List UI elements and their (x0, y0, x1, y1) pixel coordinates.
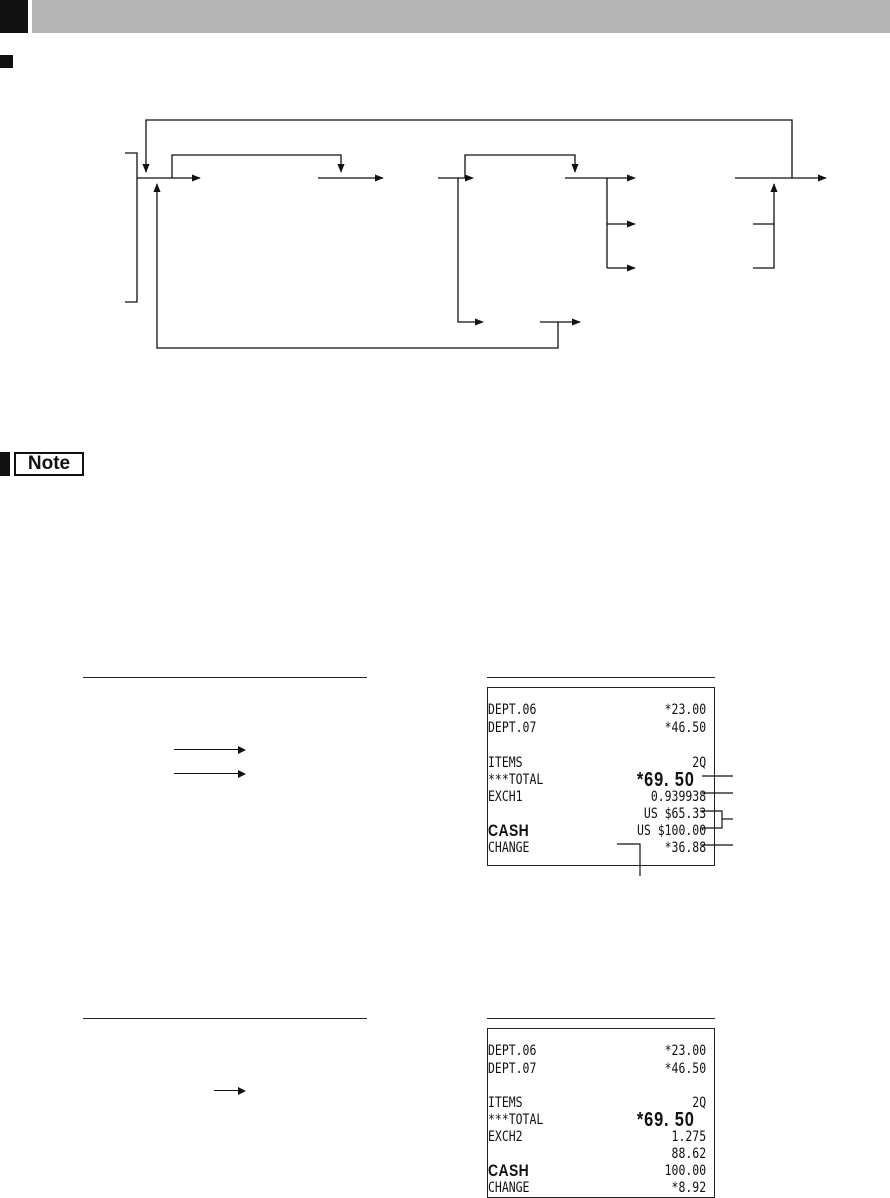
merge-line (753, 184, 774, 224)
receipt-row: ITEMS 2Q (488, 755, 707, 771)
receipt-row: CHANGE *8.92 (488, 1180, 707, 1196)
skip-loop (465, 155, 575, 178)
top-return-line (146, 120, 792, 178)
key-operation-rule (83, 677, 367, 678)
receipt-row: DEPT.06 *23.00 (488, 702, 707, 718)
repeat-bracket (125, 153, 137, 302)
receipt-row: US $65.33 (643, 806, 707, 822)
receipt-row: ***TOTAL *69. 50 (488, 769, 695, 791)
receipt-row: 88.62 (671, 1146, 707, 1162)
print-rule (487, 677, 715, 678)
branch-line (458, 178, 483, 322)
receipt-row: CHANGE *36.88 (488, 840, 707, 856)
receipt-callouts (600, 760, 740, 880)
receipt-row: ITEMS 2Q (488, 1095, 707, 1111)
receipt-row: DEPT.07 *46.50 (488, 720, 707, 736)
header-bar (32, 0, 890, 33)
section-marker-icon (0, 55, 13, 68)
key-operation-flow-diagram (0, 100, 890, 380)
merge-line (753, 224, 774, 268)
note-marker-icon (0, 452, 10, 476)
key-operation-arrow (174, 773, 244, 774)
receipt-row: CASH 100.00 (488, 1161, 707, 1180)
receipt-row: CASH US $100.00 (488, 821, 707, 840)
receipt-row: EXCH1 0.939938 (488, 789, 707, 805)
note-label: Note (14, 452, 84, 476)
print-rule (487, 1018, 715, 1019)
key-operation-rule (83, 1018, 367, 1019)
chapter-tab (0, 0, 28, 33)
skip-loop (172, 155, 341, 178)
receipt-row: ***TOTAL *69. 50 (488, 1109, 695, 1131)
bottom-return-line (157, 184, 558, 348)
receipt-row: DEPT.07 *46.50 (488, 1061, 707, 1077)
receipt-2 (487, 1028, 715, 1198)
key-operation-arrow (174, 749, 244, 750)
receipt-row: DEPT.06 *23.00 (488, 1043, 707, 1059)
receipt-row: EXCH2 1.275 (488, 1129, 707, 1145)
key-operation-arrow (214, 1090, 244, 1091)
